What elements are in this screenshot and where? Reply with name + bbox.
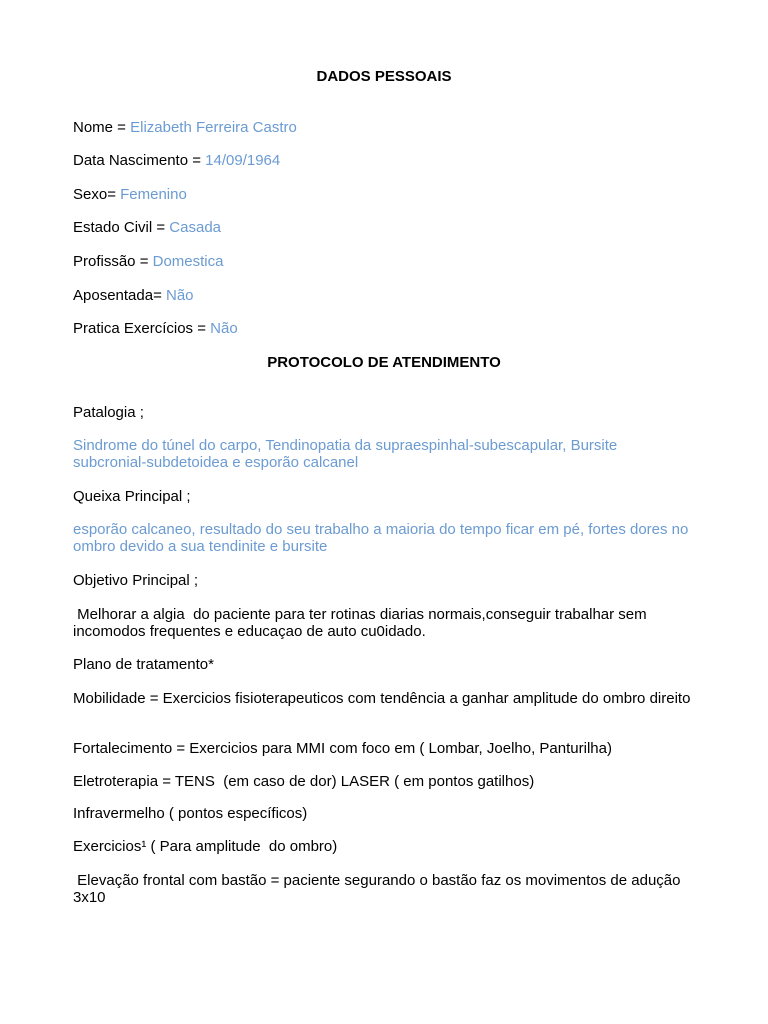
fortalecimento-text: Fortalecimento = Exercicios para MMI com foco em ( Lombar, Joelho, Panturilha) bbox=[73, 740, 612, 757]
field-estado-civil bbox=[73, 219, 693, 236]
field-label: Pratica Exercícios = bbox=[73, 320, 211, 337]
field-value: Femenino bbox=[120, 186, 187, 203]
queixa-text: esporão calcaneo, resultado do seu trabalho a maioria do tempo ficar em pé, fortes dores no ombro devido a sua tendinite e bursite bbox=[73, 521, 693, 555]
patalogia-label: Patalogia ; bbox=[73, 404, 144, 421]
field-label: Aposentada= bbox=[73, 287, 166, 304]
field-value: 14/09/1964 bbox=[205, 152, 281, 169]
field-label: Estado Civil = bbox=[73, 219, 170, 236]
field-label: Data Nascimento = bbox=[73, 152, 206, 169]
mobilidade-text: Mobilidade = Exercicios fisioterapeuticos com tendência a ganhar amplitude do ombro direito bbox=[73, 690, 691, 707]
objetivo-label: Objetivo Principal ; bbox=[73, 572, 199, 589]
infravermelho-text: Infravermelho ( pontos específicos) bbox=[73, 805, 308, 822]
field-value: Casada bbox=[169, 219, 221, 236]
field-value: Não bbox=[210, 320, 238, 337]
field-value: Domestica bbox=[152, 253, 224, 270]
objetivo-text: Melhorar a algia do paciente para ter rotinas diarias normais,conseguir trabalhar sem incomodos frequentes e educaçao de auto cu0idado. bbox=[73, 606, 651, 640]
patalogia-text: Sindrome do túnel do carpo, Tendinopatia da supraespinhal-subescapular, Bursite subcronial-subdetoidea e esporão calcanel bbox=[73, 437, 622, 471]
field-data-nascimento bbox=[73, 152, 693, 169]
field-label: Nome = bbox=[73, 119, 131, 136]
field-nome bbox=[73, 119, 693, 136]
field-label: Sexo= bbox=[73, 186, 121, 203]
section-title-dados-pessoais: DADOS PESSOAIS bbox=[316, 68, 452, 85]
eletroterapia-text: Eletroterapia = TENS (em caso de dor) LASER ( em pontos gatilhos) bbox=[73, 773, 535, 790]
section-title-protocolo: PROTOCOLO DE ATENDIMENTO bbox=[267, 354, 501, 371]
field-aposentada bbox=[73, 287, 693, 304]
field-label: Profissão = bbox=[73, 253, 153, 270]
queixa-label: Queixa Principal ; bbox=[73, 488, 191, 505]
field-value: Elizabeth Ferreira Castro bbox=[130, 119, 297, 136]
field-sexo bbox=[73, 186, 693, 203]
exercicios-text: Exercicios¹ ( Para amplitude do ombro) bbox=[73, 838, 338, 855]
field-value: Não bbox=[166, 287, 194, 304]
field-profissao bbox=[73, 253, 693, 270]
plano-label: Plano de tratamento* bbox=[73, 656, 214, 673]
elevacao-text: Elevação frontal com bastão = paciente segurando o bastão faz os movimentos de adução 3x10 bbox=[73, 872, 685, 906]
field-pratica-exercicios bbox=[73, 320, 693, 337]
